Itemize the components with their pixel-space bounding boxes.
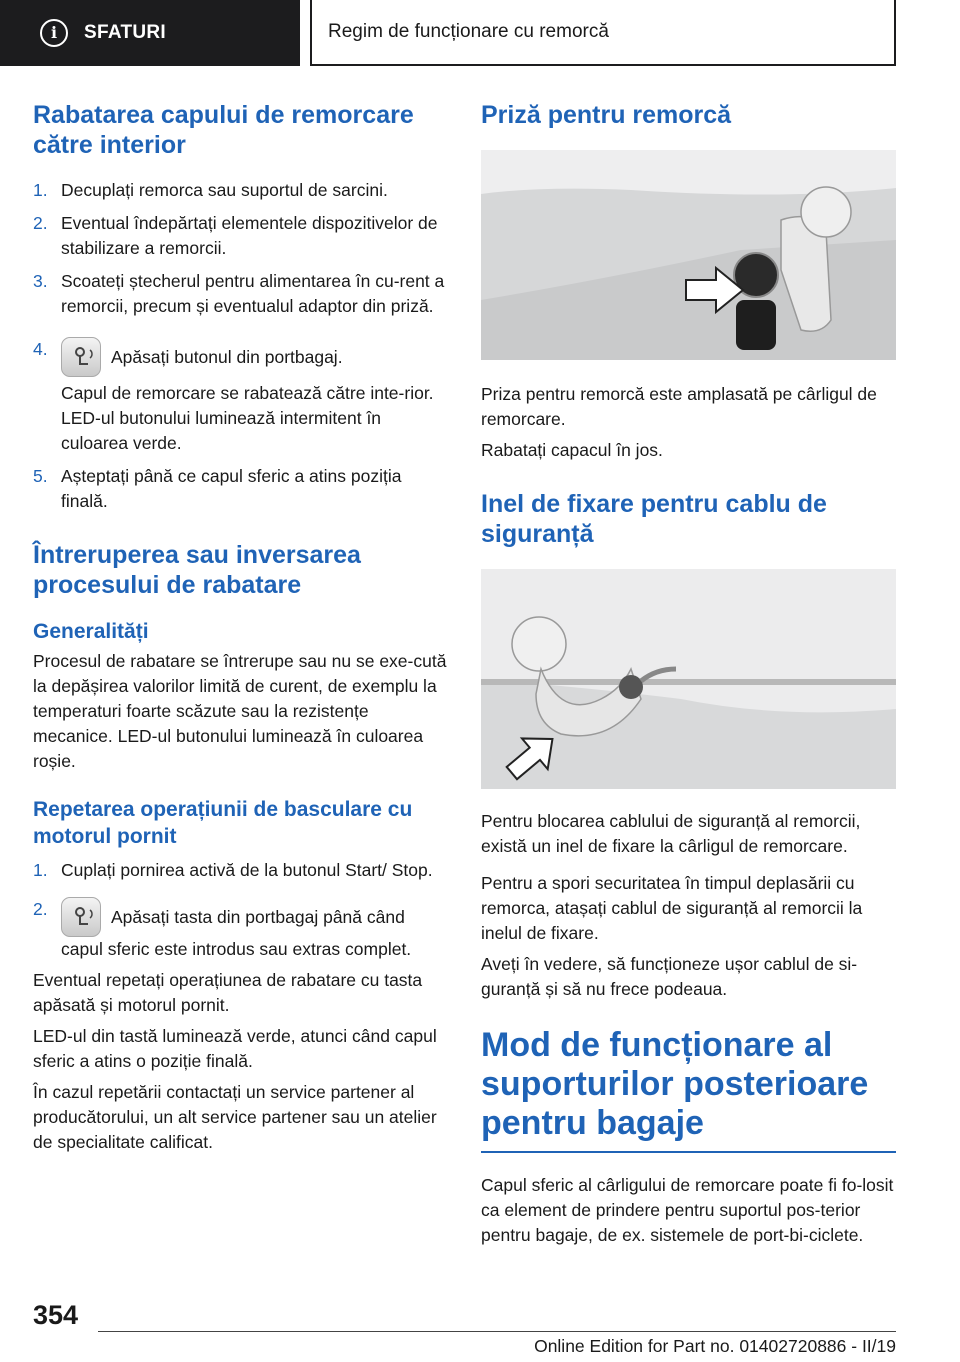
mode-text-1: Capul sferic al cârligului de remorcare poate fi fo-losit ca element de prindere pentru suportul pos-terior pentru bagaje, de ex. sistemele de port-bi-ciclete. — [481, 1175, 894, 1245]
header-tag-block — [0, 0, 300, 66]
header-tag: SFATURI — [84, 22, 166, 43]
socket-text-1: Priza pentru remorcă este amplasată pe cârligul de remorcare. — [481, 384, 877, 429]
ring-text-3: Aveți în vedere, să funcționeze ușor cablul de si-guranță și să nu frece podeaua. — [481, 954, 858, 999]
heading-mode: Mod de funcționare al suporturilor posterioare pentru bagaje — [481, 1026, 869, 1142]
list-item: 1. Decuplați remorca sau suportul de sarcini. — [33, 180, 388, 200]
ring-photo — [481, 569, 896, 789]
info-icon: i — [40, 19, 68, 47]
list-item: 2. Apăsați tasta din portbagaj până când capul sferic este introdus sau extras complet. — [33, 899, 412, 959]
step4-detail: Capul de remorcare se rabatează către inte-rior. LED-ul butonului luminează intermitent în culoarea verde. — [61, 383, 434, 453]
tow-hitch-button-icon — [61, 897, 101, 937]
socket-photo — [481, 150, 896, 360]
heading-general: Generalități — [33, 620, 149, 643]
footer-edition: Online Edition for Part no. 01402720886 - II/19 — [534, 1336, 896, 1356]
section-divider — [481, 1151, 896, 1153]
ring-text-1: Pentru blocarea cablului de siguranță al remorcii, există un inel de fixare la cârligul de remorcare. — [481, 811, 861, 856]
header-title: Regim de funcționare cu remorcă — [328, 21, 609, 42]
tow-hitch-button-icon — [61, 337, 101, 377]
list-item: 4. Apăsați butonul din portbagaj. Capul de remorcare se rabatează către inte-rior. LED-ul butonului luminează intermitent în culoarea verde. — [33, 337, 448, 456]
repeat-text-2: LED-ul din tastă luminează verde, atunci când capul sferic a atins o poziție finală. — [33, 1026, 437, 1071]
general-text: Procesul de rabatare se întrerupe sau nu se exe-cută la depășirea valorilor limită de curent, de exemplu la temperaturi foarte scăzute sau la rezistențe mecanice. LED-ul butonului luminează în culoarea roșie. — [33, 651, 447, 771]
left-column — [33, 100, 448, 1155]
fold-steps — [33, 178, 448, 514]
heading-socket: Priză pentru remorcă — [481, 101, 732, 129]
ring-text-2: Pentru a spori securitatea în timpul deplasării cu remorca, atașați cablul de siguranță al remorcii la inelul de fixare. — [481, 873, 863, 943]
page-number: 354 — [33, 1300, 79, 1330]
footer-divider — [98, 1331, 896, 1332]
list-item: 2. Eventual îndepărtați elementele dispozitivelor de stabilizare a remorcii. — [33, 213, 438, 258]
heading-fold-inward: Rabatarea capului de remorcare către interior — [33, 101, 414, 159]
repeat-text-1: Eventual repetați operațiunea de rabatare cu tasta apăsată și motorul pornit. — [33, 970, 423, 1015]
heading-repeat: Repetarea operațiunii de basculare cu motorul pornit — [33, 798, 413, 848]
list-item: 3. Scoateți ștecherul pentru alimentarea în cu-rent a remorcii, precum și eventualul adaptor din priză. — [33, 271, 445, 316]
repeat-steps — [33, 858, 448, 962]
socket-text-2: Rabatați capacul în jos. — [481, 440, 663, 460]
right-column — [481, 100, 896, 1248]
list-item: 1. Cuplați pornirea activă de la butonul Start/ Stop. — [33, 860, 433, 880]
header-title-block — [310, 0, 896, 66]
heading-ring: Inel de fixare pentru cablu de siguranță — [481, 490, 827, 548]
list-item: 5. Așteptați până ce capul sferic a atins poziția finală. — [33, 466, 402, 511]
repeat-text-3: În cazul repetării contactați un service partener al producătorului, un alt service partener sau un atelier de specialitate calificat. — [33, 1082, 437, 1152]
heading-interrupt: Întreruperea sau inversarea procesului de rabatare — [33, 541, 361, 599]
